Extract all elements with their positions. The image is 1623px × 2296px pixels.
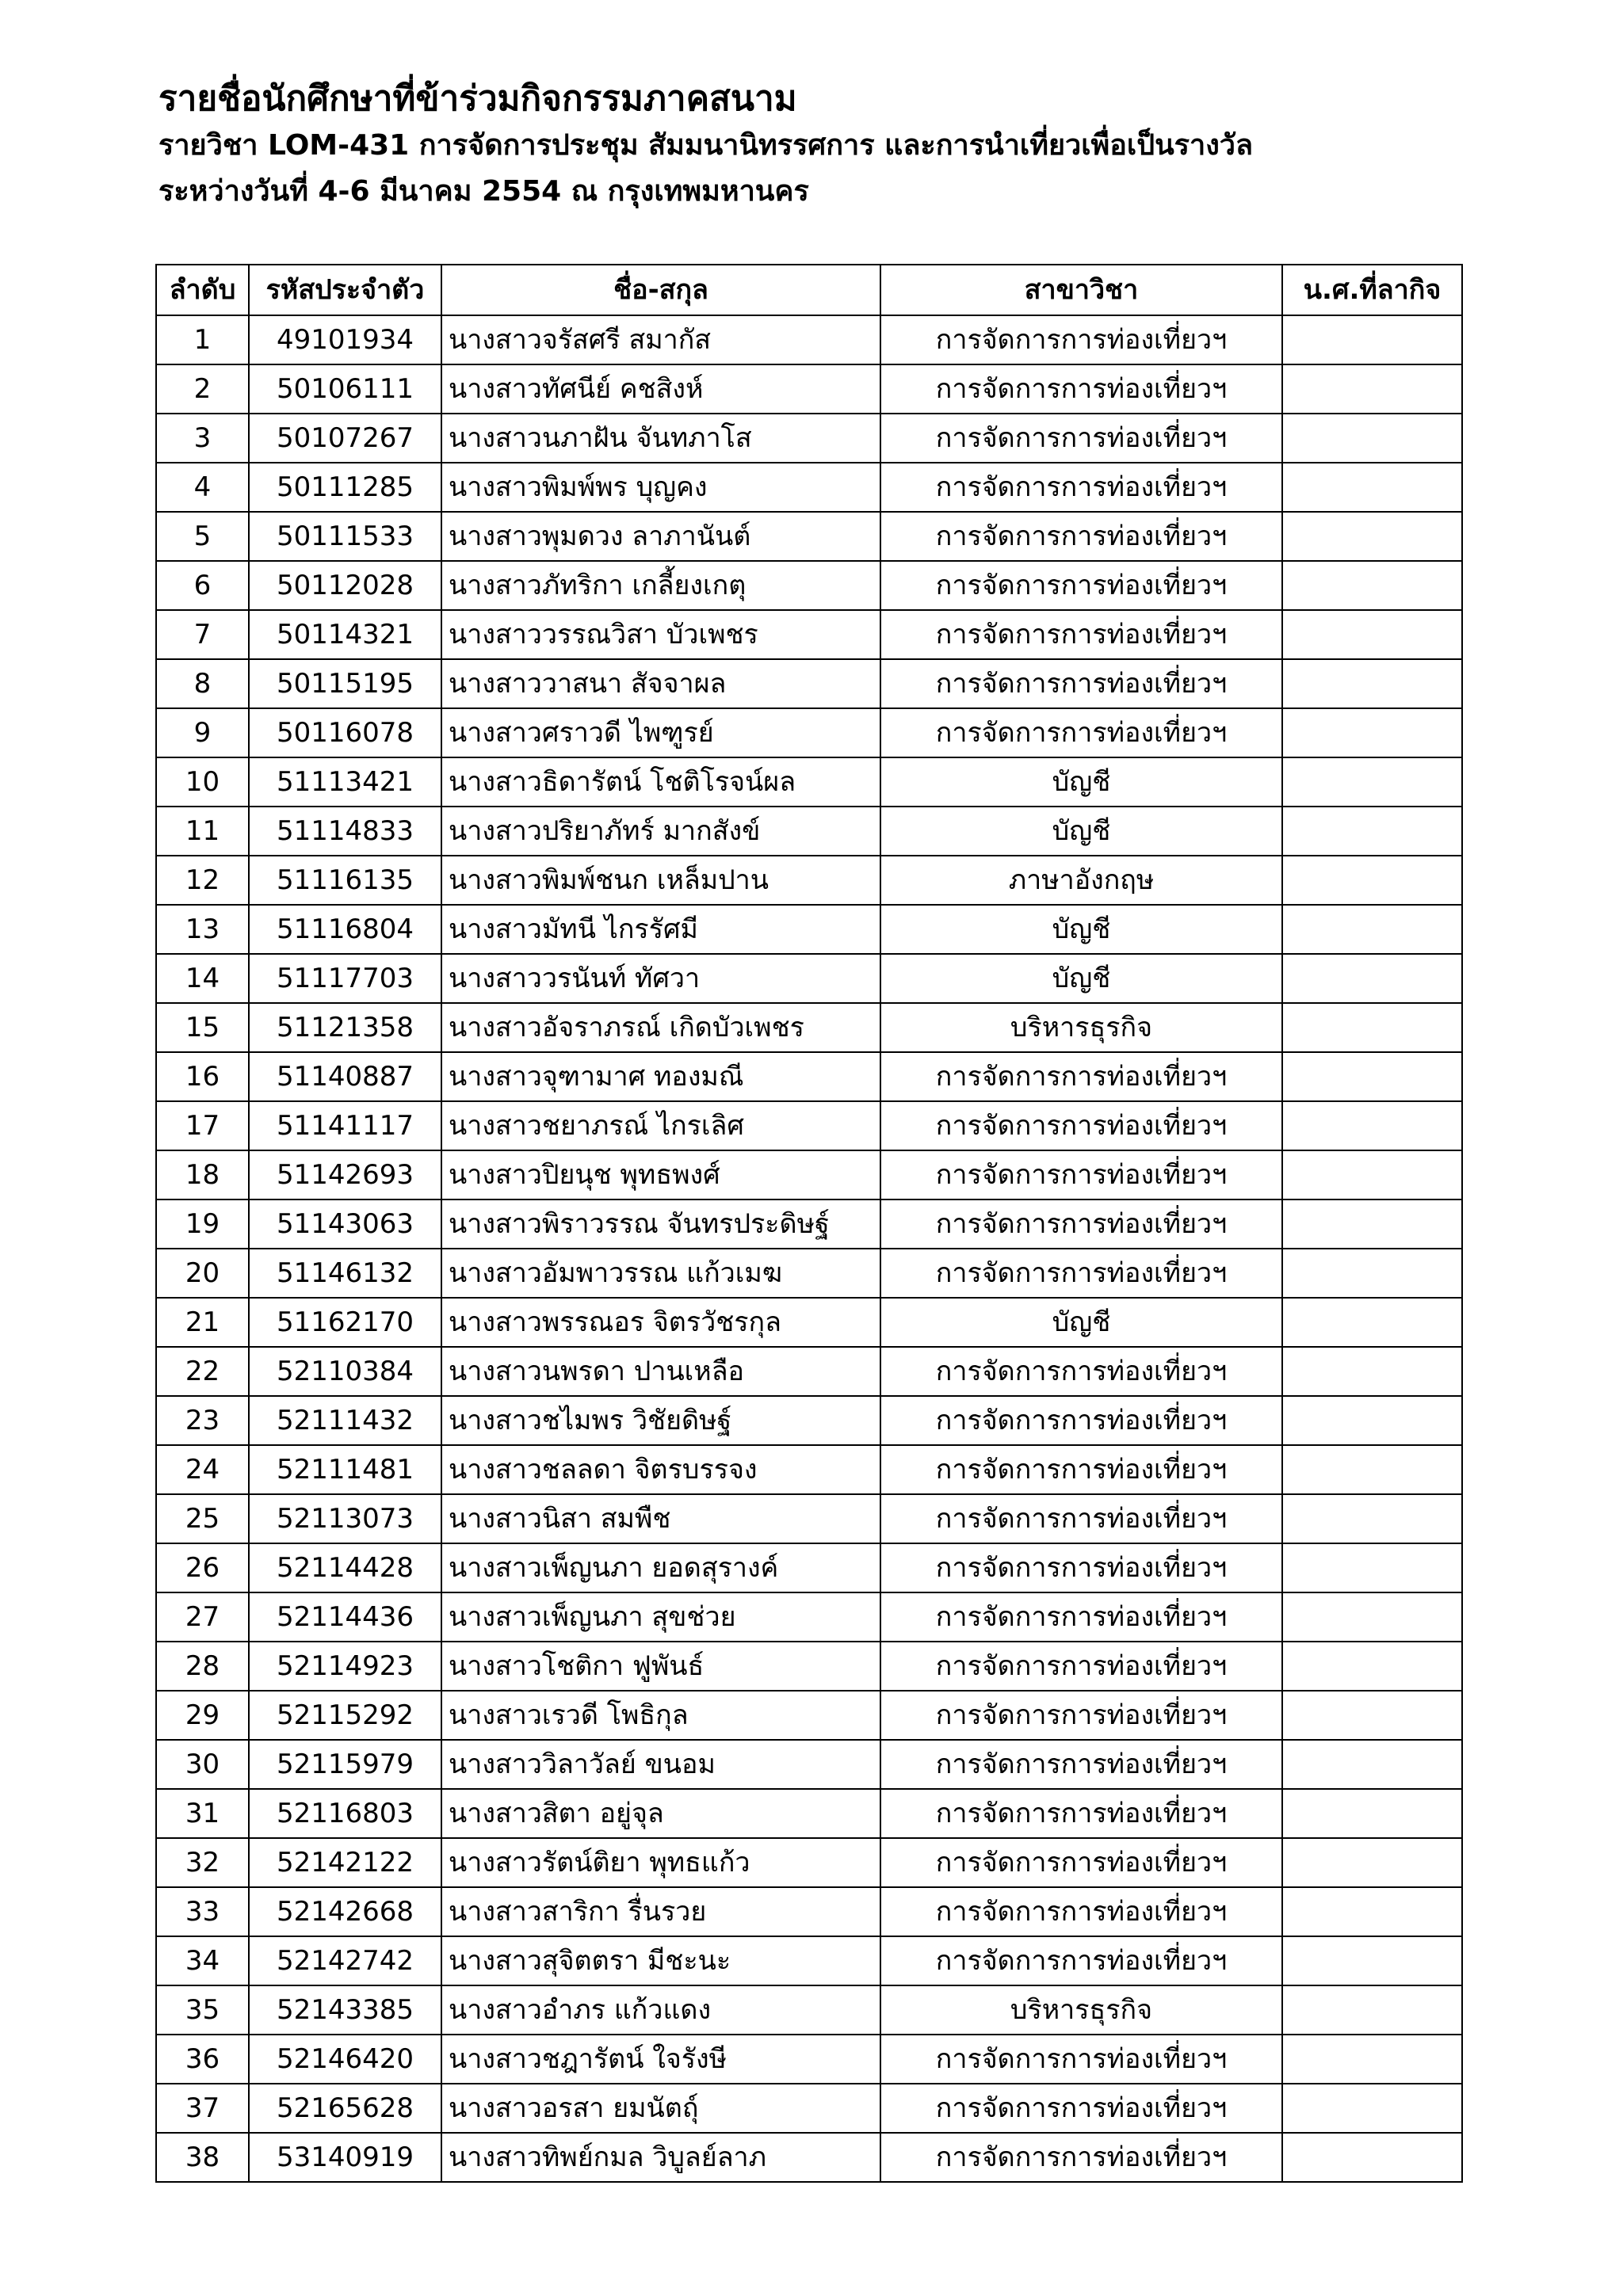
student-id-cell: 53140919 [249, 2133, 441, 2182]
major-cell: การจัดการการท่องเที่ยวฯ [880, 1494, 1282, 1543]
row-number-cell: 8 [156, 659, 249, 708]
student-name-cell: นางสาวอำภร แก้วแดง [441, 1985, 880, 2035]
document-header [158, 75, 1506, 215]
student-id-cell: 51162170 [249, 1298, 441, 1347]
student-name-cell: นางสาวมัทนี ไกรรัศมี [441, 905, 880, 954]
student-name-cell: นางสาวทัศนีย์ คชสิงห์ [441, 364, 880, 414]
leave-mark-cell [1282, 954, 1462, 1003]
student-name-cell: นางสาวนพรดา ปานเหลือ [441, 1347, 880, 1396]
leave-mark-cell [1282, 1052, 1462, 1101]
student-id-cell: 52115979 [249, 1740, 441, 1789]
major-cell: บัญชี [880, 757, 1282, 807]
column-header-name: ชื่อ-สกุล [441, 265, 880, 315]
row-number-cell: 2 [156, 364, 249, 414]
column-header-no: ลำดับ [156, 265, 249, 315]
student-id-cell: 49101934 [249, 315, 441, 364]
table-body [156, 315, 1462, 2182]
row-number-cell: 16 [156, 1052, 249, 1101]
student-name-cell: นางสาวเพ็ญนภา สุขช่วย [441, 1592, 880, 1642]
student-id-cell: 50115195 [249, 659, 441, 708]
row-number-cell: 24 [156, 1445, 249, 1494]
leave-mark-cell [1282, 1592, 1462, 1642]
table-row [156, 1691, 1462, 1740]
row-number-cell: 26 [156, 1543, 249, 1592]
row-number-cell: 18 [156, 1150, 249, 1199]
row-number-cell: 25 [156, 1494, 249, 1543]
table-row [156, 1887, 1462, 1936]
leave-mark-cell [1282, 315, 1462, 364]
row-number-cell: 13 [156, 905, 249, 954]
student-id-cell: 52116803 [249, 1789, 441, 1838]
student-id-cell: 50111533 [249, 512, 441, 561]
leave-mark-cell [1282, 1396, 1462, 1445]
student-name-cell: นางสาววิลาวัลย์ ขนอม [441, 1740, 880, 1789]
major-cell: การจัดการการท่องเที่ยวฯ [880, 561, 1282, 610]
table-row [156, 1838, 1462, 1887]
major-cell: การจัดการการท่องเที่ยวฯ [880, 1052, 1282, 1101]
leave-mark-cell [1282, 1740, 1462, 1789]
major-cell: การจัดการการท่องเที่ยวฯ [880, 708, 1282, 757]
course-line: รายวิชา LOM-431 การจัดการประชุม สัมมนานิทรรศการ และการนำเที่ยวเพื่อเป็นรางวัล [158, 129, 1254, 162]
column-header-leave: น.ศ.ที่ลากิจ [1282, 265, 1462, 315]
major-cell: การจัดการการท่องเที่ยวฯ [880, 1347, 1282, 1396]
major-cell: การจัดการการท่องเที่ยวฯ [880, 1249, 1282, 1298]
leave-mark-cell [1282, 1838, 1462, 1887]
major-cell: การจัดการการท่องเที่ยวฯ [880, 1543, 1282, 1592]
student-name-cell: นางสาววาสนา สัจจาผล [441, 659, 880, 708]
student-name-cell: นางสาวพิมพ์พร บุญคง [441, 463, 880, 512]
student-name-cell: นางสาววรรณวิสา บัวเพชร [441, 610, 880, 659]
major-cell: บริหารธุรกิจ [880, 1003, 1282, 1052]
student-id-cell: 52110384 [249, 1347, 441, 1396]
student-name-cell: นางสาวธิดารัตน์ โชติโรจน์ผล [441, 757, 880, 807]
table-row [156, 1052, 1462, 1101]
table-row [156, 905, 1462, 954]
table-row [156, 1298, 1462, 1347]
student-name-cell: นางสาวชฎารัตน์ ใจรังษี [441, 2035, 880, 2084]
major-cell: การจัดการการท่องเที่ยวฯ [880, 1789, 1282, 1838]
student-id-cell: 52114428 [249, 1543, 441, 1592]
table-row [156, 1003, 1462, 1052]
table-row [156, 708, 1462, 757]
leave-mark-cell [1282, 1985, 1462, 2035]
student-name-cell: นางสาวเพ็ญนภา ยอดสุรางค์ [441, 1543, 880, 1592]
major-cell: การจัดการการท่องเที่ยวฯ [880, 1838, 1282, 1887]
leave-mark-cell [1282, 1003, 1462, 1052]
row-number-cell: 31 [156, 1789, 249, 1838]
row-number-cell: 23 [156, 1396, 249, 1445]
student-name-cell: นางสาวชไมพร วิชัยดิษฐ์ [441, 1396, 880, 1445]
column-header-id: รหัสประจำตัว [249, 265, 441, 315]
row-number-cell: 38 [156, 2133, 249, 2182]
student-name-cell: นางสาวพิมพ์ชนก เหล็มปาน [441, 856, 880, 905]
row-number-cell: 29 [156, 1691, 249, 1740]
leave-mark-cell [1282, 610, 1462, 659]
table-row [156, 561, 1462, 610]
table-row [156, 610, 1462, 659]
table-row [156, 1936, 1462, 1985]
student-id-cell: 50107267 [249, 414, 441, 463]
student-name-cell: นางสาววรนันท์ ทัศวา [441, 954, 880, 1003]
student-name-cell: นางสาวสิตา อยู่จุล [441, 1789, 880, 1838]
student-name-cell: นางสาวโชติกา ฟูพันธ์ [441, 1642, 880, 1691]
row-number-cell: 32 [156, 1838, 249, 1887]
leave-mark-cell [1282, 414, 1462, 463]
table-row [156, 1199, 1462, 1249]
student-id-cell: 52165628 [249, 2084, 441, 2133]
row-number-cell: 10 [156, 757, 249, 807]
major-cell: การจัดการการท่องเที่ยวฯ [880, 1740, 1282, 1789]
table-row [156, 414, 1462, 463]
leave-mark-cell [1282, 1789, 1462, 1838]
table-row [156, 463, 1462, 512]
table-row [156, 1347, 1462, 1396]
leave-mark-cell [1282, 1298, 1462, 1347]
student-id-cell: 51146132 [249, 1249, 441, 1298]
student-name-cell: นางสาวชลลดา จิตรบรรจง [441, 1445, 880, 1494]
student-id-cell: 52142668 [249, 1887, 441, 1936]
major-cell: การจัดการการท่องเที่ยวฯ [880, 2035, 1282, 2084]
row-number-cell: 33 [156, 1887, 249, 1936]
table-row [156, 1642, 1462, 1691]
student-name-cell: นางสาวปริยาภัทร์ มากสังข์ [441, 807, 880, 856]
header-row [156, 265, 1462, 315]
student-name-cell: นางสาวชยาภรณ์ ไกรเลิศ [441, 1101, 880, 1150]
student-roster-table [155, 264, 1463, 2183]
student-name-cell: นางสาวพุมดวง ลาภานันต์ [441, 512, 880, 561]
table-row [156, 807, 1462, 856]
student-id-cell: 52115292 [249, 1691, 441, 1740]
student-name-cell: นางสาวอัมพาวรรณ แก้วเมฆ [441, 1249, 880, 1298]
major-cell: การจัดการการท่องเที่ยวฯ [880, 1445, 1282, 1494]
period-line: ระหว่างวันที่ 4-6 มีนาคม 2554 ณ กรุงเทพมหานคร [158, 175, 809, 208]
row-number-cell: 3 [156, 414, 249, 463]
major-cell: การจัดการการท่องเที่ยวฯ [880, 1199, 1282, 1249]
major-cell: บัญชี [880, 1298, 1282, 1347]
table-row [156, 1985, 1462, 2035]
row-number-cell: 1 [156, 315, 249, 364]
table-row [156, 757, 1462, 807]
table-row [156, 1396, 1462, 1445]
leave-mark-cell [1282, 856, 1462, 905]
student-id-cell: 51114833 [249, 807, 441, 856]
table-row [156, 2133, 1462, 2182]
leave-mark-cell [1282, 1642, 1462, 1691]
student-name-cell: นางสาวอัจราภรณ์ เกิดบัวเพชร [441, 1003, 880, 1052]
leave-mark-cell [1282, 807, 1462, 856]
student-name-cell: นางสาวนภาฝัน จันทภาโส [441, 414, 880, 463]
leave-mark-cell [1282, 1936, 1462, 1985]
major-cell: การจัดการการท่องเที่ยวฯ [880, 1150, 1282, 1199]
column-header-major: สาขาวิชา [880, 265, 1282, 315]
table-row [156, 659, 1462, 708]
student-id-cell: 51140887 [249, 1052, 441, 1101]
student-id-cell: 52113073 [249, 1494, 441, 1543]
major-cell: การจัดการการท่องเที่ยวฯ [880, 1642, 1282, 1691]
student-id-cell: 51116804 [249, 905, 441, 954]
leave-mark-cell [1282, 905, 1462, 954]
student-id-cell: 52111432 [249, 1396, 441, 1445]
leave-mark-cell [1282, 364, 1462, 414]
leave-mark-cell [1282, 1691, 1462, 1740]
student-name-cell: นางสาวปิยนุช พุทธพงศ์ [441, 1150, 880, 1199]
student-id-cell: 52142122 [249, 1838, 441, 1887]
table-row [156, 1101, 1462, 1150]
row-number-cell: 36 [156, 2035, 249, 2084]
student-name-cell: นางสาวศราวดี ไพฑูรย์ [441, 708, 880, 757]
table-row [156, 1249, 1462, 1298]
leave-mark-cell [1282, 708, 1462, 757]
table-row [156, 1150, 1462, 1199]
major-cell: การจัดการการท่องเที่ยวฯ [880, 610, 1282, 659]
major-cell: การจัดการการท่องเที่ยวฯ [880, 2084, 1282, 2133]
major-cell: การจัดการการท่องเที่ยวฯ [880, 1936, 1282, 1985]
table-row [156, 1445, 1462, 1494]
leave-mark-cell [1282, 2084, 1462, 2133]
student-name-cell: นางสาวพิราวรรณ จันทรประดิษฐ์ [441, 1199, 880, 1249]
leave-mark-cell [1282, 463, 1462, 512]
student-id-cell: 51117703 [249, 954, 441, 1003]
student-id-cell: 50111285 [249, 463, 441, 512]
major-cell: การจัดการการท่องเที่ยวฯ [880, 315, 1282, 364]
row-number-cell: 35 [156, 1985, 249, 2035]
leave-mark-cell [1282, 1887, 1462, 1936]
table-row [156, 1789, 1462, 1838]
table-row [156, 1543, 1462, 1592]
table-row [156, 315, 1462, 364]
major-cell: การจัดการการท่องเที่ยวฯ [880, 1592, 1282, 1642]
student-id-cell: 52114923 [249, 1642, 441, 1691]
student-id-cell: 51142693 [249, 1150, 441, 1199]
leave-mark-cell [1282, 659, 1462, 708]
student-name-cell: นางสาวจรัสศรี สมากัส [441, 315, 880, 364]
major-cell: การจัดการการท่องเที่ยวฯ [880, 512, 1282, 561]
page-title: รายชื่อนักศึกษาที่ข้าร่วมกิจกรรมภาคสนาม [158, 78, 797, 119]
row-number-cell: 34 [156, 1936, 249, 1985]
student-id-cell: 50116078 [249, 708, 441, 757]
table-row [156, 364, 1462, 414]
row-number-cell: 22 [156, 1347, 249, 1396]
leave-mark-cell [1282, 757, 1462, 807]
table-header [156, 265, 1462, 315]
major-cell: การจัดการการท่องเที่ยวฯ [880, 659, 1282, 708]
student-id-cell: 52143385 [249, 1985, 441, 2035]
row-number-cell: 20 [156, 1249, 249, 1298]
student-id-cell: 51141117 [249, 1101, 441, 1150]
row-number-cell: 21 [156, 1298, 249, 1347]
table-row [156, 2084, 1462, 2133]
row-number-cell: 27 [156, 1592, 249, 1642]
table-row [156, 512, 1462, 561]
leave-mark-cell [1282, 1494, 1462, 1543]
leave-mark-cell [1282, 512, 1462, 561]
student-id-cell: 52146420 [249, 2035, 441, 2084]
table-row [156, 856, 1462, 905]
table-row [156, 1592, 1462, 1642]
row-number-cell: 5 [156, 512, 249, 561]
leave-mark-cell [1282, 1445, 1462, 1494]
row-number-cell: 6 [156, 561, 249, 610]
student-id-cell: 51116135 [249, 856, 441, 905]
major-cell: บัญชี [880, 905, 1282, 954]
leave-mark-cell [1282, 2133, 1462, 2182]
leave-mark-cell [1282, 1249, 1462, 1298]
student-name-cell: นางสาวสาริกา รื่นรวย [441, 1887, 880, 1936]
major-cell: การจัดการการท่องเที่ยวฯ [880, 463, 1282, 512]
leave-mark-cell [1282, 561, 1462, 610]
major-cell: การจัดการการท่องเที่ยวฯ [880, 2133, 1282, 2182]
leave-mark-cell [1282, 1347, 1462, 1396]
major-cell: บริหารธุรกิจ [880, 1985, 1282, 2035]
major-cell: บัญชี [880, 954, 1282, 1003]
table-row [156, 2035, 1462, 2084]
major-cell: การจัดการการท่องเที่ยวฯ [880, 414, 1282, 463]
student-name-cell: นางสาวรัตน์ติยา พุทธแก้ว [441, 1838, 880, 1887]
row-number-cell: 17 [156, 1101, 249, 1150]
table-row [156, 954, 1462, 1003]
major-cell: การจัดการการท่องเที่ยวฯ [880, 1101, 1282, 1150]
leave-mark-cell [1282, 1199, 1462, 1249]
student-id-cell: 50106111 [249, 364, 441, 414]
student-name-cell: นางสาวเรวดี โพธิกุล [441, 1691, 880, 1740]
row-number-cell: 15 [156, 1003, 249, 1052]
leave-mark-cell [1282, 2035, 1462, 2084]
row-number-cell: 7 [156, 610, 249, 659]
row-number-cell: 11 [156, 807, 249, 856]
student-id-cell: 52114436 [249, 1592, 441, 1642]
row-number-cell: 30 [156, 1740, 249, 1789]
student-name-cell: นางสาวพรรณอร จิตรวัชรกุล [441, 1298, 880, 1347]
student-id-cell: 51113421 [249, 757, 441, 807]
major-cell: บัญชี [880, 807, 1282, 856]
major-cell: การจัดการการท่องเที่ยวฯ [880, 1691, 1282, 1740]
row-number-cell: 9 [156, 708, 249, 757]
student-name-cell: นางสาวภัทริกา เกลี้ยงเกตุ [441, 561, 880, 610]
student-id-cell: 50112028 [249, 561, 441, 610]
leave-mark-cell [1282, 1101, 1462, 1150]
leave-mark-cell [1282, 1543, 1462, 1592]
student-name-cell: นางสาวจุฑามาศ ทองมณี [441, 1052, 880, 1101]
student-id-cell: 52111481 [249, 1445, 441, 1494]
student-id-cell: 51121358 [249, 1003, 441, 1052]
row-number-cell: 19 [156, 1199, 249, 1249]
student-name-cell: นางสาวนิสา สมพืช [441, 1494, 880, 1543]
major-cell: ภาษาอังกฤษ [880, 856, 1282, 905]
student-id-cell: 52142742 [249, 1936, 441, 1985]
student-name-cell: นางสาวทิพย์กมล วิบูลย์ลาภ [441, 2133, 880, 2182]
major-cell: การจัดการการท่องเที่ยวฯ [880, 1887, 1282, 1936]
row-number-cell: 14 [156, 954, 249, 1003]
leave-mark-cell [1282, 1150, 1462, 1199]
student-name-cell: นางสาวอรสา ยมนัตถุ์ [441, 2084, 880, 2133]
row-number-cell: 4 [156, 463, 249, 512]
major-cell: การจัดการการท่องเที่ยวฯ [880, 364, 1282, 414]
student-id-cell: 50114321 [249, 610, 441, 659]
row-number-cell: 12 [156, 856, 249, 905]
table-row [156, 1740, 1462, 1789]
student-id-cell: 51143063 [249, 1199, 441, 1249]
major-cell: การจัดการการท่องเที่ยวฯ [880, 1396, 1282, 1445]
table-row [156, 1494, 1462, 1543]
row-number-cell: 28 [156, 1642, 249, 1691]
row-number-cell: 37 [156, 2084, 249, 2133]
student-name-cell: นางสาวสุจิตตรา มีชะนะ [441, 1936, 880, 1985]
